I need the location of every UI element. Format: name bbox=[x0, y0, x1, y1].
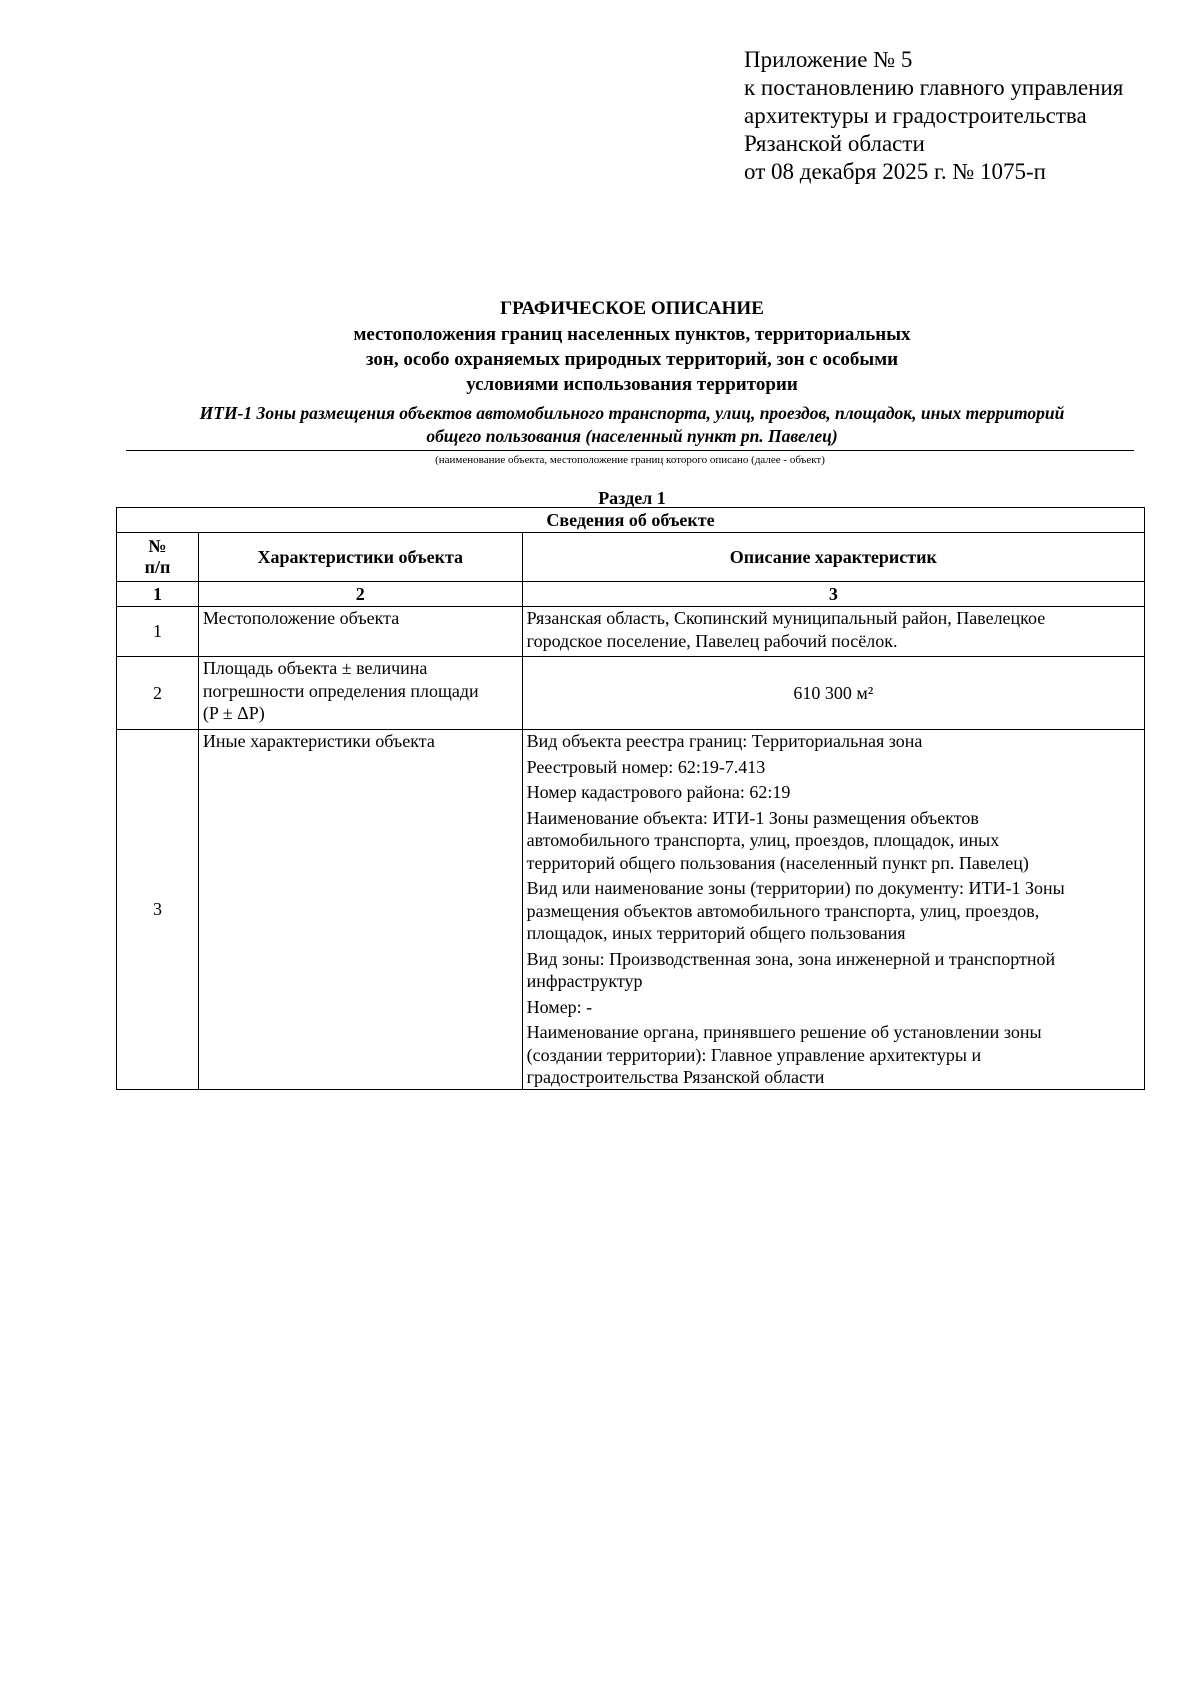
appendix-line: от 08 декабря 2025 г. № 1075-п bbox=[744, 159, 1046, 184]
description-line: автомобильного транспорта, улиц, проездов, площадок, иных bbox=[526, 830, 1000, 850]
description-line: Рязанская область, Скопинский муниципальный район, Павелецкое bbox=[526, 608, 1046, 628]
row-number: 2 bbox=[117, 657, 199, 730]
table-title: Сведения об объекте bbox=[117, 508, 1145, 533]
header-num-line: п/п bbox=[144, 557, 171, 577]
header-num bbox=[117, 533, 199, 582]
description-line: размещения объектов автомобильного транспорта, улиц, проездов, bbox=[526, 900, 1040, 921]
title-line: зон, особо охраняемых природных территорий, зон с особыми bbox=[365, 349, 899, 370]
area-value: 610 300 м² bbox=[522, 657, 1144, 730]
column-number: 2 bbox=[198, 582, 522, 607]
row-number: 3 bbox=[117, 730, 199, 1090]
description-line: площадок, иных территорий общего пользования bbox=[526, 923, 906, 943]
object-name-line: ИТИ-1 Зоны размещения объектов автомобильного транспорта, улиц, проездов, площадок, иных территорий bbox=[199, 403, 1065, 423]
description-line: (создании территории): Главное управление архитектуры и bbox=[526, 1044, 982, 1065]
description-line: Наименование объекта: ИТИ-1 Зоны размещения объектов bbox=[526, 807, 979, 828]
description-line: городское поселение, Павелец рабочий посёлок. bbox=[526, 630, 898, 651]
row-description bbox=[522, 607, 1144, 657]
appendix-line: Приложение № 5 bbox=[744, 47, 913, 72]
description-line: Номер кадастрового района: 62:19 bbox=[526, 782, 791, 802]
appendix-line: архитектуры и градостроительства bbox=[744, 103, 1087, 128]
table-header-row bbox=[117, 533, 1145, 582]
column-number: 1 bbox=[117, 582, 199, 607]
appendix-block bbox=[744, 46, 1123, 186]
description-line: Вид или наименование зоны (территории) по документу: ИТИ-1 Зоны bbox=[526, 878, 1065, 898]
description-line: инфраструктур bbox=[526, 971, 643, 991]
object-info-table bbox=[116, 507, 1145, 1090]
description-line: Вид зоны: Производственная зона, зона инженерной и транспортной bbox=[526, 948, 1056, 969]
object-name-line: общего пользования (населенный пункт рп. Павелец) bbox=[426, 426, 838, 446]
appendix-line: Рязанской области bbox=[744, 131, 925, 156]
header-description: Описание характеристик bbox=[522, 533, 1144, 582]
object-name-caption: (наименование объекта, местоположение границ которого описано (далее - объект) bbox=[435, 454, 825, 466]
characteristic-line: (P ± ΔP) bbox=[202, 703, 265, 723]
header-characteristic: Характеристики объекта bbox=[198, 533, 522, 582]
table-row bbox=[117, 730, 1145, 1090]
description-line: Номер: - bbox=[526, 996, 593, 1017]
title-line: местоположения границ населенных пунктов, территориальных bbox=[353, 324, 911, 345]
description-line: территорий общего пользования (населенный пункт рп. Павелец) bbox=[526, 852, 1029, 873]
column-number: 3 bbox=[522, 582, 1144, 607]
header-num-line: № bbox=[148, 536, 167, 556]
characteristic-line: погрешности определения площади bbox=[202, 680, 479, 701]
title-line: условиями использования территории bbox=[466, 374, 798, 395]
table-row bbox=[117, 657, 1145, 730]
row-characteristic: Иные характеристики объекта bbox=[198, 730, 522, 1090]
table-row bbox=[117, 607, 1145, 657]
title-heading: ГРАФИЧЕСКОЕ ОПИСАНИЕ bbox=[500, 298, 764, 319]
description-line: Реестровый номер: 62:19-7.413 bbox=[526, 756, 766, 777]
document-title bbox=[120, 296, 1144, 397]
row-description bbox=[522, 730, 1144, 1090]
appendix-line: к постановлению главного управления bbox=[744, 75, 1124, 100]
column-number-row bbox=[117, 582, 1145, 607]
description-line: градостроительства Рязанской области bbox=[526, 1067, 825, 1087]
row-characteristic bbox=[198, 657, 522, 730]
characteristic-line: Площадь объекта ± величина bbox=[202, 658, 428, 678]
object-name-underline bbox=[126, 450, 1134, 451]
section-title: Раздел 1 bbox=[598, 488, 666, 508]
description-line: Вид объекта реестра границ: Территориальная зона bbox=[526, 731, 923, 751]
object-name bbox=[120, 402, 1144, 448]
row-characteristic: Местоположение объекта bbox=[198, 607, 522, 657]
description-line: Наименование органа, принявшего решение об установлении зоны bbox=[526, 1022, 1042, 1042]
row-number: 1 bbox=[117, 607, 199, 657]
